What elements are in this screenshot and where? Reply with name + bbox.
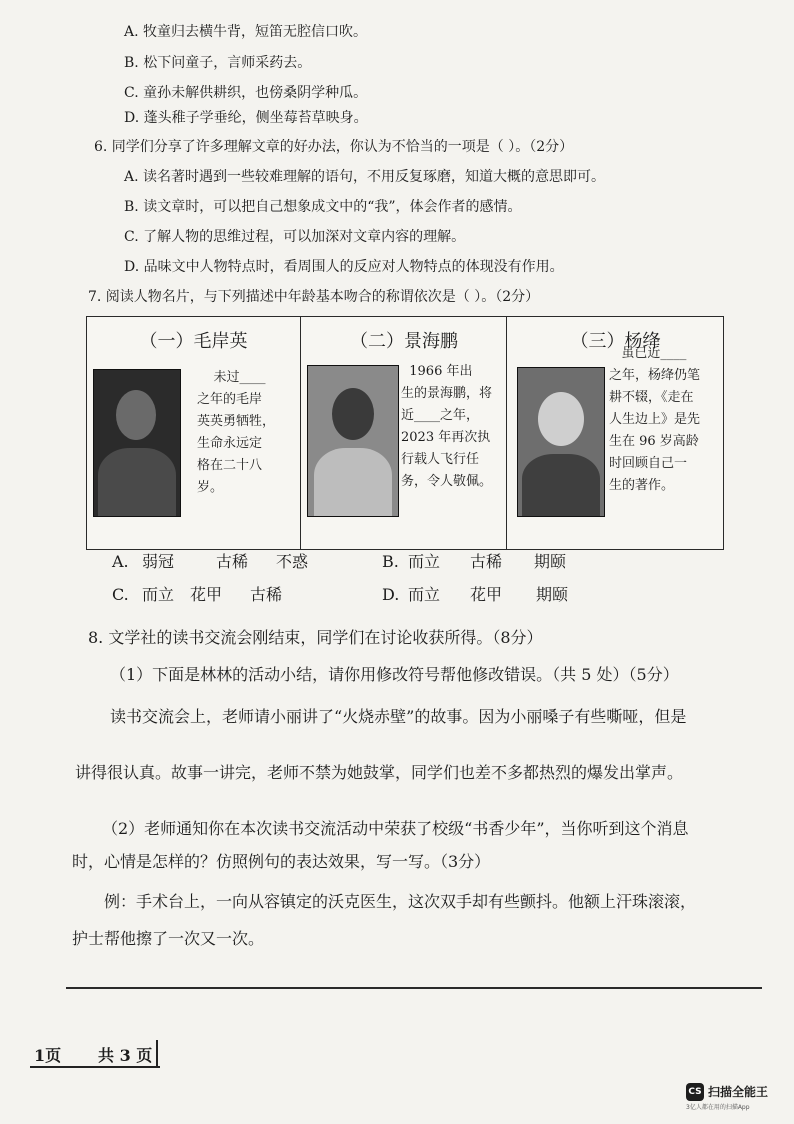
card-text: 1966 年出 生的景海鹏，将 近____之年， 2023 年再次执 行载人飞行任 务，令人敬佩。 [401,364,493,489]
q6-option-a: A. 读名著时遇到一些较难理解的语句，不用反复琢磨，知道大概的意思即可。 [124,169,606,185]
portrait-photo [307,365,399,517]
q6-stem: 6. 同学们分享了许多理解文章的好办法，你认为不恰当的一项是（ ）。（2分） [94,139,574,155]
card-title: （一）毛岸英 [139,331,248,352]
q8-part2-line2: 时，心情是怎样的？仿照例句的表达效果，写一写。（3分） [72,852,491,871]
q7-stem: 7. 阅读人物名片，与下列描述中年龄基本吻合的称谓依次是（ ）。（2分） [88,289,540,305]
q6-option-c: C. 了解人物的思维过程，可以加深对文章内容的理解。 [124,229,466,245]
scanner-tagline: 3亿人都在用的扫描App [686,1104,750,1111]
q8-example-line2: 护士帮他擦了一次又一次。 [72,929,265,948]
scanner-name: 扫描全能王 [708,1085,769,1099]
card-title: （二）景海鹏 [350,331,458,352]
q8-passage-line2: 讲得很认真。故事一讲完，老师不禁为她鼓掌，同学们也差不多都热烈的爆发出掌声。 [75,763,684,782]
page-total: 共 3 页 [98,1046,153,1065]
q8-example-line1: 例：手术台上，一向从容镇定的沃克医生，这次双手却有些颤抖。他额上汗珠滚滚， [104,892,697,911]
q5-option-a: A. 牧童归去横牛背，短笛无腔信口吹。 [124,24,368,40]
q8-part2-line1: （2）老师通知你在本次读书交流活动中荣获了校级“书香少年”，当你听到这个消息 [102,819,689,838]
q7-choice-d: D. 而立 花甲 期颐 [382,585,569,604]
q7-choice-a: A. 弱冠 古稀 不惑 [112,552,309,571]
answer-line [66,987,762,989]
q8-stem: 8. 文学社的读书交流会刚结束，同学们在讨论收获所得。（8分） [88,628,543,647]
q5-option-d: D. 蓬头稚子学垂纶，侧坐莓苔草映身。 [124,110,368,126]
portrait-photo [93,369,181,517]
person-card-jing-haipeng [300,317,507,549]
footer-divider [156,1040,158,1068]
q7-choice-b: B. 而立 古稀 期颐 [382,552,567,571]
footer-underline [30,1066,160,1068]
card-text: 虽已近____ 之年，杨绛仍笔 耕不辍，《走在 人生边上》是先 生在 96 岁高龄 时回顾自己一 生的著作。 [609,346,701,493]
person-card-yang-jiang [506,317,724,549]
scanner-logo-icon: CS [686,1083,704,1101]
portrait-photo [517,367,605,517]
q5-option-c: C. 童孙未解供耕织，也傍桑阴学种瓜。 [124,85,368,101]
card-text: 未过____ 之年的毛岸 英英勇牺牲， 生命永远定 格在二十八 岁。 [197,370,276,495]
q8-passage-line1: 读书交流会上，老师请小丽讲了“火烧赤壁”的故事。因为小丽嗓子有些嘶哑，但是 [110,707,687,726]
q7-choice-c: C. 而立 花甲 古稀 [112,585,283,604]
q5-option-b: B. 松下问童子，言师采药去。 [124,55,312,71]
q8-part1-prompt: （1）下面是林林的活动小结，请你用修改符号帮他修改错误。（共 5 处）（5分） [110,665,679,684]
q6-option-b: B. 读文章时，可以把自己想象成文中的“我”，体会作者的感情。 [124,199,522,215]
person-card-mao-anying [87,317,300,549]
person-cards [86,316,724,550]
page-number: 1页 [34,1046,62,1065]
card-title: （三）杨绛 [570,331,661,352]
q6-option-d: D. 品味文中人物特点时，看周围人的反应对人物特点的体现没有作用。 [124,259,564,275]
